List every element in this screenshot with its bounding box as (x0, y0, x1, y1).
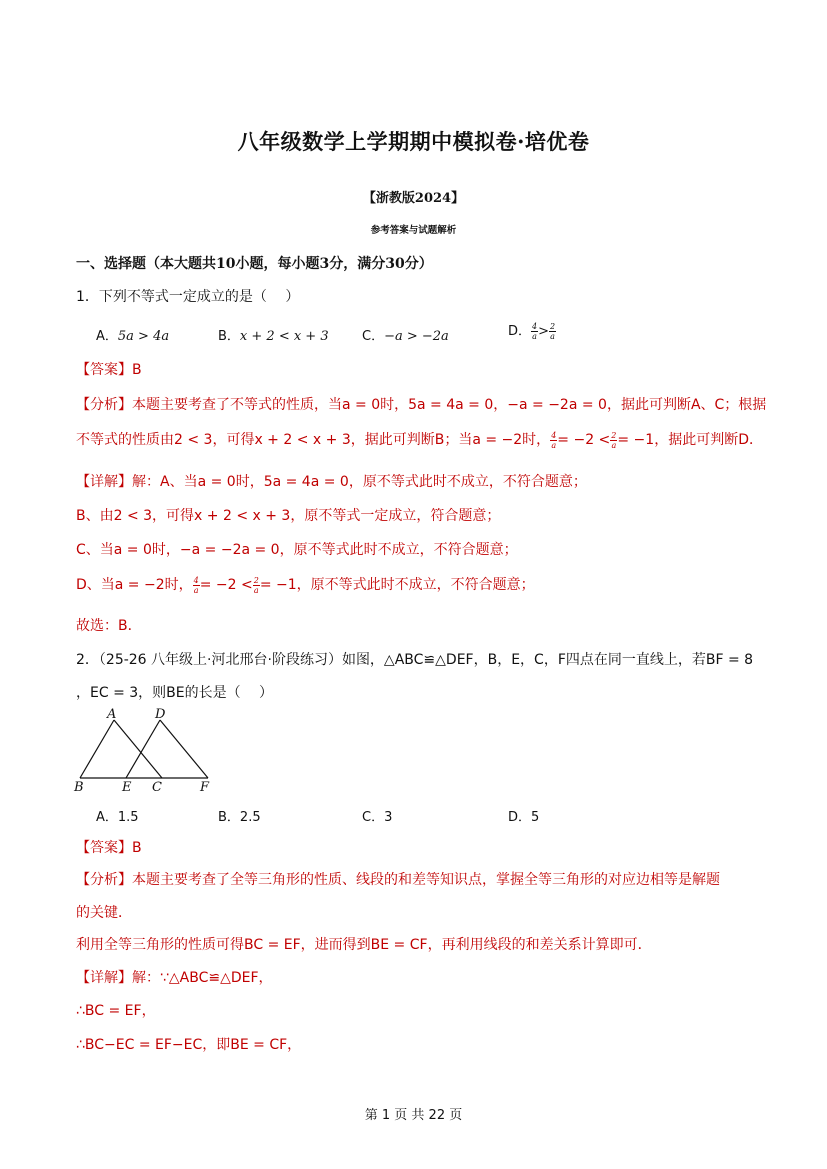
option-label: D． (508, 324, 532, 339)
fraction: $\frac{4}{a}$ (551, 430, 557, 450)
option-label: B． (218, 329, 240, 344)
fraction: $\frac{2}{a}$ (550, 322, 556, 341)
option-math: −a > −2a (384, 329, 449, 344)
page-title: 八年级数学上学期期中模拟卷·培优卷 (237, 129, 590, 154)
q1-option-d: D． $\frac{4}{a}$ > $\frac{2}{a}$ (508, 322, 556, 341)
q2-stem-line2: ，EC = 3，则BE的长是（ ） (76, 685, 274, 701)
label-e: E (122, 780, 132, 795)
section-heading: 一、选择题（本大题共10小题，每小题3分，满分30分） (76, 256, 433, 272)
q1-detail-a: 【详解】解：A、当a = 0时，5a = 4a = 0，原不等式此时不成立，不符合题意； (76, 474, 587, 490)
q2-option-d: D．5 (508, 810, 540, 825)
subtitle: 参考答案与试题解析 (370, 225, 457, 236)
q2-answer: 【答案】B (76, 840, 142, 856)
label-a: A (107, 707, 117, 722)
page-footer: 第 1 页 共 22 页 (364, 1108, 463, 1123)
q1-option-a (96, 325, 169, 344)
q2-stem-line1: 2．（25-26 八年级上·河北邢台·阶段练习）如图，△ABC≌△DEF，B，E，C，F四点在同一直线上，若BF = 8 (76, 652, 754, 668)
label-c: C (152, 780, 162, 795)
q2-option-b: B．2.5 (218, 810, 261, 825)
q1-detail-d: D、当a = −2时， $\frac{4}{a}$ = −2 < $\frac{2}{a}$ = −1，原不等式此时不成立，不符合题意； (76, 575, 535, 595)
q1-detail-b: B、由2 < 3，可得x + 2 < x + 3，原不等式一定成立，符合题意； (76, 508, 501, 524)
q1-analysis-line1: 【分析】本题主要考查了不等式的性质，当a = 0时，5a = 4a = 0，−a = −2a = 0，据此可判断A、C；根据 (76, 397, 767, 413)
q1-answer: 【答案】B (76, 362, 142, 378)
q2-analysis-line3: 利用全等三角形的性质可得BC = EF，进而得到BE = CF，再利用线段的和差关系计算即可． (76, 937, 652, 953)
q1-detail-c: C、当a = 0时，−a = −2a = 0，原不等式此时不成立，不符合题意； (76, 542, 518, 558)
option-label: C． (362, 329, 385, 344)
edition-label: 【浙教版2024】 (362, 191, 465, 206)
q1-stem: 1．下列不等式一定成立的是（ ） (76, 289, 300, 305)
option-math: 5a > 4a (117, 329, 170, 344)
fraction: $\frac{2}{a}$ (253, 575, 259, 595)
side-ab (80, 720, 114, 778)
q2-option-a: A．1.5 (96, 810, 139, 825)
fraction: $\frac{2}{a}$ (611, 430, 617, 450)
fraction: $\frac{4}{a}$ (193, 575, 199, 595)
label-d: D (155, 707, 166, 722)
q2-analysis-line2: 的关键． (76, 905, 132, 921)
q2-detail-line1: 【详解】解：∵△ABC≌△DEF， (76, 970, 273, 986)
q1-conclusion: 故选：B． (76, 618, 142, 634)
label-f: F (200, 780, 210, 795)
q1-analysis-line2: 不等式的性质由2 < 3，可得x + 2 < x + 3，据此可判断B；当a = −2时， $\frac{4}{a}$ = −2 < $\frac{2}{a}$ = −1，据此可判断D． (76, 430, 763, 450)
congruent-triangles-figure (70, 706, 220, 798)
option-label: A． (96, 329, 118, 344)
option-math: x + 2 < x + 3 (239, 329, 329, 344)
q1-option-c (362, 325, 449, 344)
q2-analysis-line1: 【分析】本题主要考查了全等三角形的性质、线段的和差等知识点，掌握全等三角形的对应边相等是解题 (76, 872, 720, 888)
q2-option-c: C．3 (362, 810, 393, 825)
q1-option-b (218, 325, 329, 344)
q2-detail-line3: ∴BC−EC = EF−EC，即BE = CF， (76, 1037, 302, 1053)
label-b: B (74, 780, 84, 795)
fraction: $\frac{4}{a}$ (532, 322, 538, 341)
q2-detail-line2: ∴BC = EF， (76, 1003, 156, 1019)
side-df (160, 720, 208, 778)
